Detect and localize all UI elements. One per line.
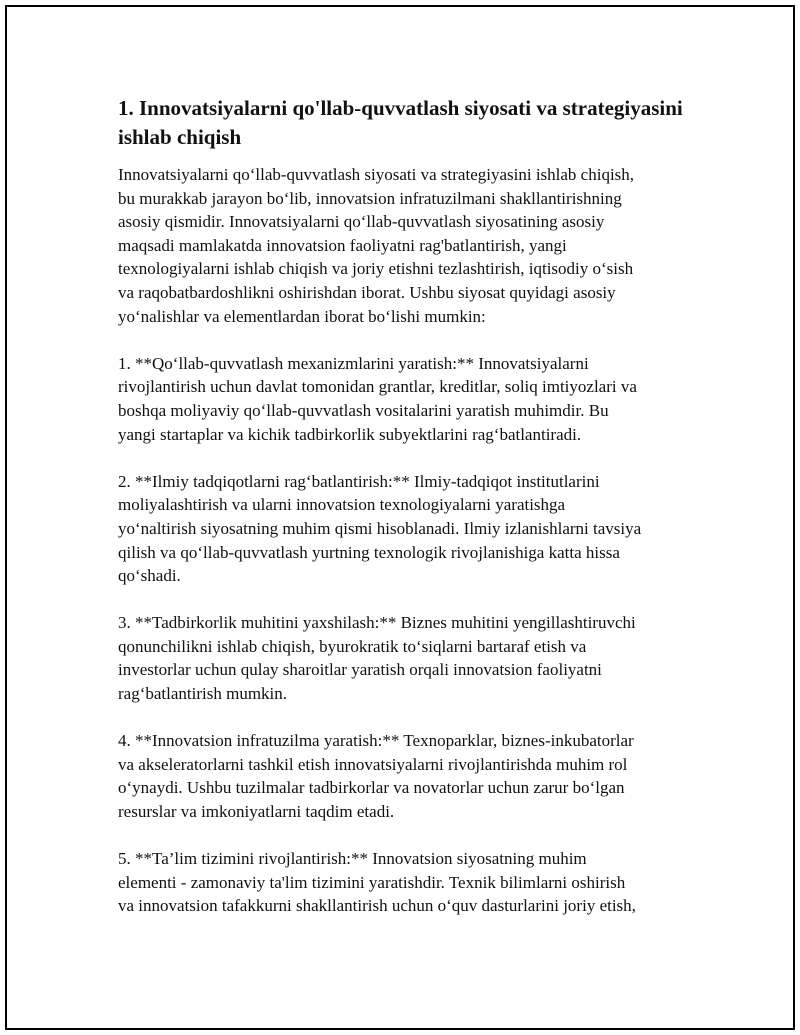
heading-line: ishlab chiqish (118, 125, 242, 149)
text-line: asosiy qismidir. Innovatsiyalarni qo‘llab-quvvatlash siyosatining asosiy (118, 212, 605, 232)
list-item-paragraph (118, 847, 693, 918)
text-line: yangi startaplar va kichik tadbirkorlik subyektlarini rag‘batlantiradi. (118, 424, 582, 444)
text-line: 3. **Tadbirkorlik muhitini yaxshilash:** Biznes muhitini yengillashtiruvchi (118, 613, 636, 633)
text-line: va akseleratorlarni tashkil etish innovatsiyalarni rivojlantirishda muhim rol (118, 754, 628, 774)
text-line: elementi - zamonaviy ta'lim tizimini yaratishdir. Texnik bilimlarni oshirish (118, 872, 626, 892)
text-line: 5. **Ta’lim tizimini rivojlantirish:** Innovatsion siyosatning muhim (118, 849, 587, 869)
list-item-paragraph (118, 352, 693, 446)
list-item-paragraph (118, 470, 693, 588)
text-line: rivojlantirish uchun davlat tomonidan grantlar, kreditlar, soliq imtiyozlari va (118, 377, 637, 397)
text-line: moliyalashtirish va ularni innovatsion texnologiyalarni yaratishga (118, 495, 566, 515)
text-line: o‘ynaydi. Ushbu tuzilmalar tadbirkorlar va novatorlar uchun zarur bo‘lgan (118, 778, 625, 798)
text-line: resurslar va imkoniyatlarni taqdim etadi. (118, 802, 395, 822)
text-line: 1. **Qo‘llab-quvvatlash mexanizmlarini yaratish:** Innovatsiyalarni (118, 353, 589, 373)
text-line: rag‘batlantirish mumkin. (118, 684, 288, 704)
text-line: boshqa moliyaviy qo‘llab-quvvatlash vositalarini yaratish muhimdir. Bu (118, 400, 609, 420)
section-heading (118, 94, 693, 152)
intro-paragraph (118, 163, 693, 328)
text-line: investorlar uchun qulay sharoitlar yaratish orqali innovatsion faoliyatni (118, 660, 602, 680)
text-line: 2. **Ilmiy tadqiqotlarni rag‘batlantirish:** Ilmiy-tadqiqot institutlarini (118, 471, 600, 491)
text-line: maqsadi mamlakatda innovatsion faoliyatni rag'batlantirish, yangi (118, 235, 567, 255)
text-line: texnologiyalarni ishlab chiqish va joriy etishni tezlashtirish, iqtisodiy o‘sish (118, 259, 634, 279)
text-line: qo‘shadi. (118, 566, 181, 586)
list-item-paragraph (118, 611, 693, 705)
text-line: va innovatsion tafakkurni shakllantirish uchun o‘quv dasturlarini joriy etish, (118, 896, 636, 916)
document-body (118, 94, 693, 942)
text-line: yo‘naltirish siyosatning muhim qismi hisoblanadi. Ilmiy izlanishlarni tavsiya (118, 518, 642, 538)
text-line: va raqobatbardoshlikni oshirishdan iborat. Ushbu siyosat quyidagi asosiy (118, 282, 616, 302)
text-line: 4. **Innovatsion infratuzilma yaratish:** Texnoparklar, biznes-inkubatorlar (118, 731, 634, 751)
text-line: qonunchilikni ishlab chiqish, byurokratik to‘siqlarni bartaraf etish va (118, 636, 587, 656)
text-line: Innovatsiyalarni qo‘llab-quvvatlash siyosati va strategiyasini ishlab chiqish, (118, 165, 635, 184)
heading-line: 1. Innovatsiyalarni qo'llab-quvvatlash siyosati va strategiyasini (118, 96, 683, 120)
text-line: bu murakkab jarayon bo‘lib, innovatsion infratuzilmani shakllantirishning (118, 188, 622, 208)
text-line: qilish va qo‘llab-quvvatlash yurtning texnologik rivojlanishiga katta hissa (118, 542, 620, 562)
list-item-paragraph (118, 729, 693, 823)
text-line: yo‘nalishlar va elementlardan iborat bo‘lishi mumkin: (118, 306, 486, 326)
